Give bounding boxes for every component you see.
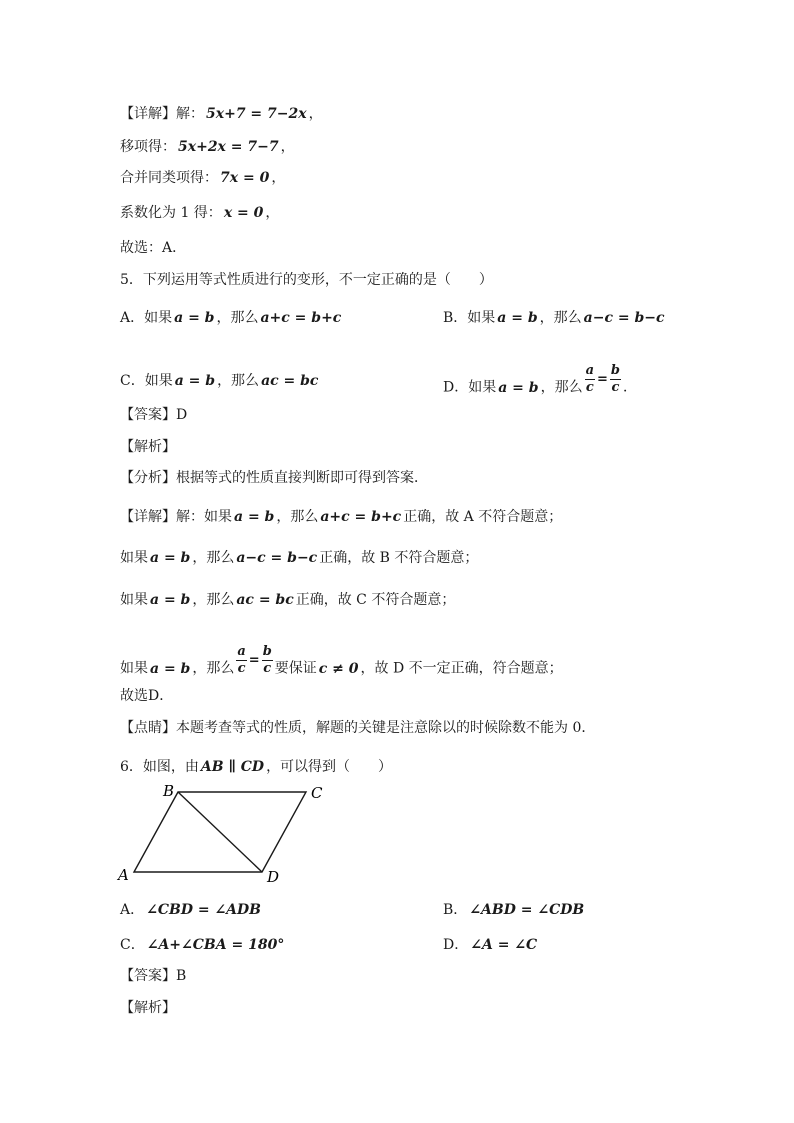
denominator: c: [585, 380, 594, 395]
q5-option-d: [443, 363, 638, 404]
solution-choice: 故选：A．: [120, 240, 187, 256]
connector: ，那么: [192, 550, 235, 566]
vertex-label-c: C: [311, 784, 323, 802]
question-6-stem: [120, 757, 392, 777]
q5-option-c: [120, 371, 320, 391]
q5-detail-3: [120, 590, 455, 610]
angle-relation: ∠A = ∠C: [470, 937, 538, 953]
connector: ，那么: [539, 310, 582, 326]
denominator: c: [611, 380, 620, 395]
solution-line-2: [120, 137, 295, 157]
q5-detail-4: [120, 644, 563, 685]
condition: a = b: [497, 310, 538, 326]
option-label: A．: [120, 902, 145, 918]
stem-text: 6．如图，由: [120, 759, 199, 775]
q5-option-a: [120, 308, 343, 328]
angle-relation: ∠ABD = ∠CDB: [469, 902, 585, 918]
q5-detail-2: [120, 548, 478, 568]
q5-detail-1: [120, 507, 562, 527]
q6-answer: 【答案】B: [120, 968, 187, 984]
equation: 7x = 0: [220, 170, 270, 186]
vertex-label-a: A: [118, 866, 129, 884]
punct: ，: [271, 170, 286, 186]
angle-relation: ∠CBD = ∠ADB: [146, 902, 262, 918]
connector: ，那么: [192, 592, 235, 608]
solution-line-1: [120, 104, 323, 124]
verdict: 正确，故 A 不符合题意；: [403, 509, 563, 525]
q5-choose: 故选D．: [120, 688, 174, 704]
verdict: 正确，故 C 不符合题意；: [295, 592, 456, 608]
result: ac = bc: [261, 373, 319, 389]
vertex-label-d: D: [267, 868, 280, 886]
numerator: b: [262, 644, 272, 659]
punct: ，: [280, 139, 295, 155]
equals-sign: =: [597, 371, 608, 387]
numerator: b: [610, 363, 621, 378]
q5-fenxi: 【分析】根据等式的性质直接判断即可得到答案．: [120, 470, 428, 486]
condition: a = b: [150, 592, 191, 608]
verdict: ，故 D 不一定正确，符合题意；: [360, 660, 563, 677]
equation: 5x+7 = 7−2x: [206, 106, 307, 122]
punct: ．: [623, 379, 638, 396]
diagonal-bd: [178, 792, 262, 872]
detail-label: 如果: [120, 660, 148, 677]
numerator: a: [237, 644, 246, 659]
connector: ，那么: [192, 660, 235, 677]
detail-label: 如果: [120, 550, 148, 566]
denominator: c: [237, 661, 246, 676]
stem-text: ，可以得到（ ）: [266, 759, 393, 775]
option-label: D．: [443, 937, 469, 953]
verdict: 正确，故 B 不符合题意；: [319, 550, 479, 566]
step-label: 系数化为 1 得：: [120, 205, 222, 221]
solution-line-4: [120, 203, 279, 223]
condition: a = b: [234, 509, 275, 525]
equals-sign: =: [248, 652, 260, 668]
fraction-b-over-c: [610, 363, 621, 396]
fraction-b-over-c: [262, 644, 273, 677]
detail-label: 如果: [120, 592, 148, 608]
fraction-a-over-c: [585, 363, 595, 396]
step-label: 移项得：: [120, 139, 176, 155]
q5-dianjing: 【点睛】本题考查等式的性质，解题的关键是注意除以的时候除数不能为 0．: [120, 720, 596, 736]
result: a+c = b+c: [260, 310, 342, 326]
punct: ，: [308, 106, 323, 122]
q5-answer: 【答案】D: [120, 407, 188, 423]
option-label: C．: [120, 937, 145, 953]
punct: ，: [265, 205, 280, 221]
step-label: 合并同类项得：: [120, 170, 218, 186]
q6-analysis-heading: 【解析】: [120, 1000, 176, 1016]
equation: 5x+2x = 7−7: [178, 139, 279, 155]
condition: a = b: [150, 660, 191, 677]
equation: x = 0: [223, 205, 264, 221]
parallelogram-figure: [112, 780, 342, 890]
denominator: c: [263, 661, 272, 676]
q6-option-c: [120, 935, 286, 955]
option-label: D．如果: [443, 379, 497, 396]
result: ac = bc: [236, 592, 294, 608]
parallel-condition: AB ∥ CD: [200, 759, 265, 775]
vertex-label-b: B: [163, 782, 175, 800]
solution-line-3: [120, 168, 285, 188]
q6-option-d: [443, 935, 539, 955]
result: a+c = b+c: [320, 509, 402, 525]
angle-relation: ∠A+∠CBA = 180°: [146, 937, 285, 953]
connector: ，那么: [216, 310, 259, 326]
condition: a = b: [498, 379, 539, 396]
result: a−c = b−c: [583, 310, 665, 326]
connector: ，那么: [217, 373, 260, 389]
result: a−c = b−c: [236, 550, 318, 566]
q5-option-b: [443, 308, 667, 328]
option-label: B．: [443, 902, 468, 918]
condition: a = b: [174, 310, 215, 326]
connector: ，那么: [276, 509, 319, 525]
connector: ，那么: [540, 379, 583, 396]
option-label: C．如果: [120, 373, 173, 389]
q6-option-b: [443, 900, 586, 920]
fraction-a-over-c: [236, 644, 246, 677]
detail-label: 【详解】解：如果: [120, 509, 232, 525]
solution-label: 【详解】解：: [120, 106, 204, 122]
connector: 要保证: [274, 660, 317, 677]
condition: c ≠ 0: [318, 660, 359, 677]
numerator: a: [585, 363, 595, 378]
option-label: A．如果: [120, 310, 173, 326]
option-label: B．如果: [443, 310, 496, 326]
condition: a = b: [150, 550, 191, 566]
q6-option-a: [120, 900, 263, 920]
question-5-stem: 5．下列运用等式性质进行的变形，不一定正确的是（ ）: [120, 272, 493, 288]
q5-analysis-heading: 【解析】: [120, 439, 176, 455]
condition: a = b: [174, 373, 216, 389]
